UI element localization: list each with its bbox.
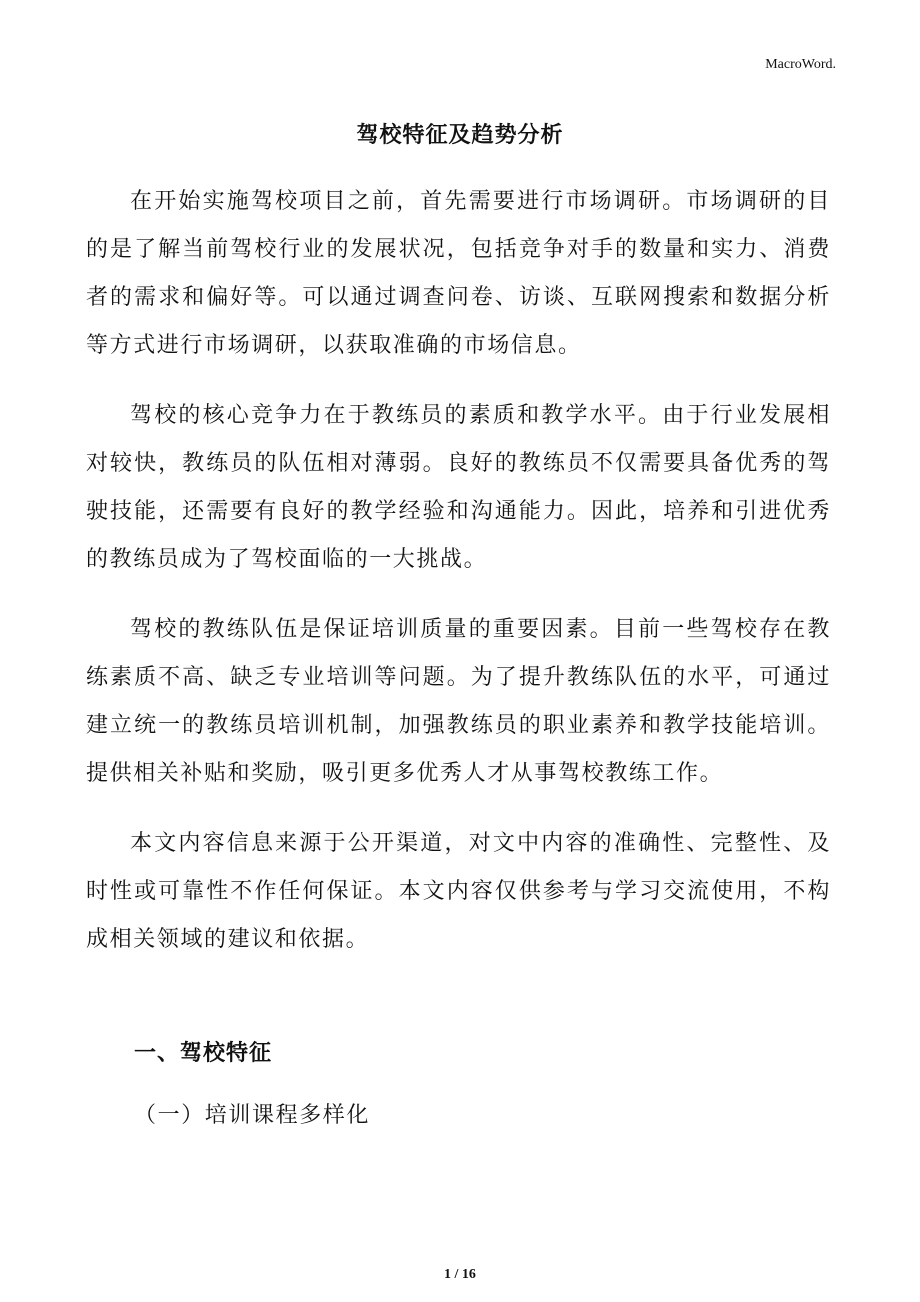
paragraph-disclaimer: 本文内容信息来源于公开渠道，对文中内容的准确性、完整性、及时性或可靠性不作任何保证。本文内容仅供参考与学习交流使用，不构成相关领域的建议和依据。 [86, 831, 831, 952]
document-title: 驾校特征及趋势分析 [356, 123, 564, 148]
paragraph-core-competence: 驾校的核心竞争力在于教练员的素质和教学水平。由于行业发展相对较快，教练员的队伍相对薄弱。良好的教练员不仅需要具备优秀的驾驶技能，还需要有良好的教学经验和沟通能力。因此，培养和引进优秀的教练员成为了驾校面临的一大挑战。 [86, 403, 831, 572]
section-heading: 一、驾校特征 [134, 1041, 273, 1066]
paragraph-market-research: 在开始实施驾校项目之前，首先需要进行市场调研。市场调研的目的是了解当前驾校行业的发展状况，包括竞争对手的数量和实力、消费者的需求和偏好等。可以通过调查问卷、访谈、互联网搜索和数据分析等方式进行市场调研，以获取准确的市场信息。 [86, 189, 831, 358]
paragraph-coach-team: 驾校的教练队伍是保证培训质量的重要因素。目前一些驾校存在教练素质不高、缺乏专业培训等问题。为了提升教练队伍的水平，可通过建立统一的教练员培训机制，加强教练员的职业素养和教学技能培训。提供相关补贴和奖励，吸引更多优秀人才从事驾校教练工作。 [86, 617, 831, 786]
document-body [86, 178, 831, 986]
page-indicator: 1 / 16 [444, 1267, 476, 1282]
subsection-heading: （一）培训课程多样化 [134, 1103, 371, 1128]
header-brand: MacroWord. [765, 57, 836, 72]
